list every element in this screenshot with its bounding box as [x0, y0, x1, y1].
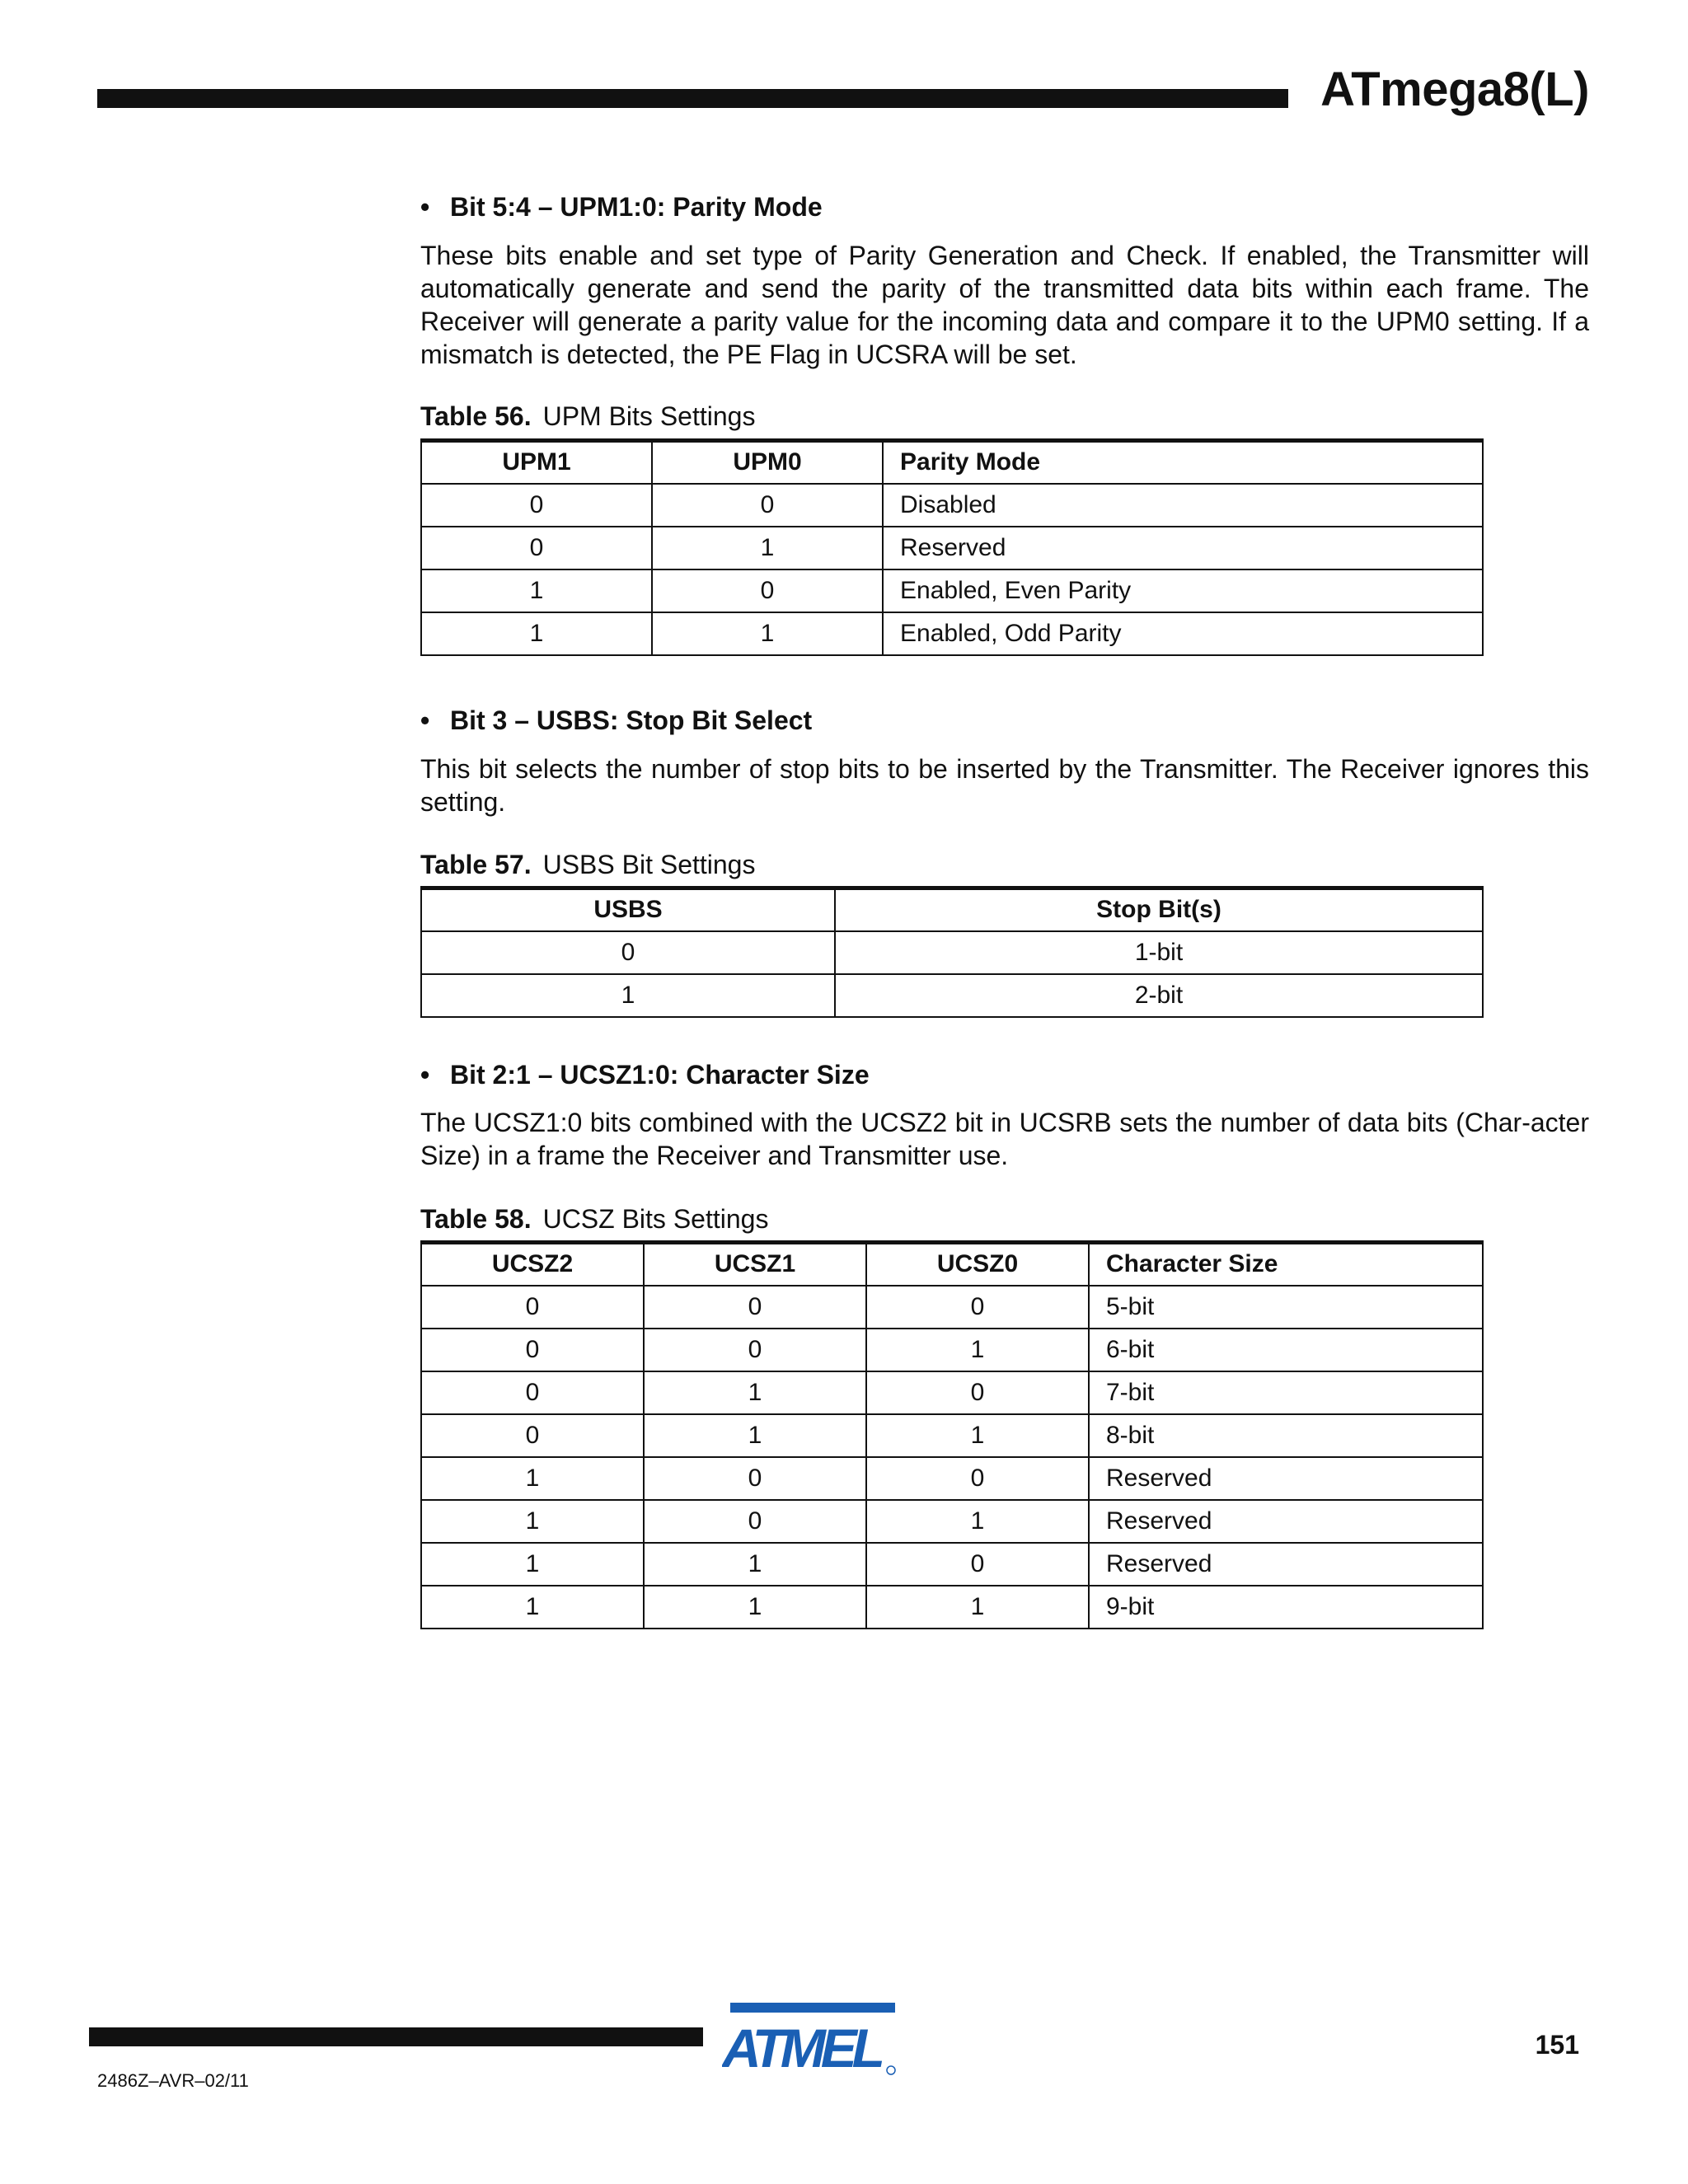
table-cell: 1: [421, 1500, 644, 1543]
table-cell: 1: [644, 1543, 866, 1586]
table-row: [421, 1586, 1483, 1629]
table-cell: 1: [644, 1414, 866, 1457]
table-row: [421, 1286, 1483, 1329]
table-cell: Enabled, Even Parity: [883, 569, 1483, 612]
table58-title: UCSZ Bits Settings: [542, 1204, 769, 1234]
upm-heading-text: Bit 5:4 – UPM1:0: Parity Mode: [450, 192, 823, 222]
table-cell: 2-bit: [835, 974, 1483, 1017]
table-cell: 0: [421, 1329, 644, 1371]
table-cell: 0: [644, 1500, 866, 1543]
table-cell: 0: [866, 1457, 1089, 1500]
table-cell: 6-bit: [1089, 1329, 1483, 1371]
table-cell: 1: [421, 1543, 644, 1586]
table-cell: Reserved: [1089, 1457, 1483, 1500]
table-row: [421, 931, 1483, 974]
table-cell: 1: [421, 1457, 644, 1500]
table-cell: 0: [421, 1371, 644, 1414]
column-header: UCSZ0: [866, 1243, 1089, 1286]
table-cell: 1: [421, 569, 652, 612]
table56-upm-settings: [420, 438, 1484, 656]
table57-caption: [420, 851, 755, 878]
atmel-logo: [722, 2001, 899, 2081]
upm-heading: [420, 194, 823, 220]
table-cell: 1: [652, 527, 883, 569]
svg-text:ATMEL: ATMEL: [722, 2018, 883, 2077]
ucsz-heading: [420, 1062, 870, 1088]
header-rule: [97, 89, 1288, 108]
table-cell: 7-bit: [1089, 1371, 1483, 1414]
table-cell: 1: [866, 1329, 1089, 1371]
table-row: [421, 569, 1483, 612]
usbs-heading: [420, 707, 812, 733]
table-cell: 1: [866, 1586, 1089, 1629]
ucsz-description: The UCSZ1:0 bits combined with the UCSZ2 bit in UCSRB sets the number of data bits (Char-acter Size) in a frame the Receiver and Transmitter use.: [420, 1108, 1589, 1170]
table-header-row: [421, 888, 1483, 931]
table-cell: 0: [421, 1286, 644, 1329]
table57-label: Table 57.: [420, 850, 532, 879]
upm-description: These bits enable and set type of Parity Generation and Check. If enabled, the Transmitter will automatically generate and send the parity of the transmitted data bits within each frame. The Receiver will generate a parity value for the incoming data and compare it to the UPM0 setting. If a mismatch is detected, the PE Flag in UCSRA will be set.: [420, 241, 1589, 369]
table-header-row: [421, 1243, 1483, 1286]
table-row: [421, 612, 1483, 655]
table57-usbs-settings: [420, 886, 1484, 1018]
bullet-icon: •: [420, 1060, 430, 1090]
table-cell: 0: [644, 1457, 866, 1500]
table56-caption: [420, 403, 755, 429]
table-cell: 0: [421, 527, 652, 569]
column-header: USBS: [421, 888, 835, 931]
table-cell: 1-bit: [835, 931, 1483, 974]
table-row: [421, 1543, 1483, 1586]
usbs-description: This bit selects the number of stop bits to be inserted by the Transmitter. The Receiver ignores this setting.: [420, 754, 1589, 817]
table-cell: 1: [644, 1371, 866, 1414]
column-header: UPM0: [652, 441, 883, 484]
table-cell: 1: [866, 1414, 1089, 1457]
column-header: UCSZ2: [421, 1243, 644, 1286]
table58-label: Table 58.: [420, 1204, 532, 1234]
table-cell: Enabled, Odd Parity: [883, 612, 1483, 655]
document-code: 2486Z–AVR–02/11: [97, 2070, 249, 2091]
table-cell: 8-bit: [1089, 1414, 1483, 1457]
column-header: UCSZ1: [644, 1243, 866, 1286]
table-cell: 0: [652, 569, 883, 612]
bullet-icon: •: [420, 705, 430, 735]
table-cell: 0: [866, 1286, 1089, 1329]
table56-label: Table 56.: [420, 401, 532, 431]
page-title: ATmega8(L): [1320, 63, 1589, 116]
column-header: Parity Mode: [883, 441, 1483, 484]
table-cell: Reserved: [883, 527, 1483, 569]
column-header: UPM1: [421, 441, 652, 484]
usbs-heading-text: Bit 3 – USBS: Stop Bit Select: [450, 705, 813, 735]
table-row: [421, 1371, 1483, 1414]
table-cell: 1: [644, 1586, 866, 1629]
table-cell: 0: [421, 484, 652, 527]
table57-title: USBS Bit Settings: [542, 850, 756, 879]
ucsz-heading-text: Bit 2:1 – UCSZ1:0: Character Size: [450, 1060, 870, 1090]
table-cell: Reserved: [1089, 1500, 1483, 1543]
table-cell: 0: [421, 931, 835, 974]
table-row: [421, 484, 1483, 527]
table-cell: 1: [866, 1500, 1089, 1543]
table56-title: UPM Bits Settings: [542, 401, 756, 431]
table-row: [421, 1457, 1483, 1500]
table58-ucsz-settings: [420, 1240, 1484, 1629]
table-cell: 0: [866, 1543, 1089, 1586]
table-cell: 0: [866, 1371, 1089, 1414]
table-row: [421, 1329, 1483, 1371]
bullet-icon: •: [420, 192, 430, 222]
table-cell: 1: [421, 974, 835, 1017]
table-cell: 0: [652, 484, 883, 527]
table-row: [421, 1500, 1483, 1543]
column-header: Character Size: [1089, 1243, 1483, 1286]
table-cell: 1: [421, 612, 652, 655]
table-header-row: [421, 441, 1483, 484]
table-cell: Reserved: [1089, 1543, 1483, 1586]
page-number: 151: [1535, 2030, 1579, 2060]
table-row: [421, 1414, 1483, 1457]
table58-caption: [420, 1206, 768, 1232]
column-header: Stop Bit(s): [835, 888, 1483, 931]
table-row: [421, 974, 1483, 1017]
table-cell: 0: [644, 1286, 866, 1329]
table-cell: 1: [652, 612, 883, 655]
footer-rule: [89, 2027, 703, 2046]
table-row: [421, 527, 1483, 569]
table-cell: 5-bit: [1089, 1286, 1483, 1329]
table-cell: 9-bit: [1089, 1586, 1483, 1629]
table-cell: 0: [421, 1414, 644, 1457]
table-cell: 0: [644, 1329, 866, 1371]
table-cell: 1: [421, 1586, 644, 1629]
table-cell: Disabled: [883, 484, 1483, 527]
